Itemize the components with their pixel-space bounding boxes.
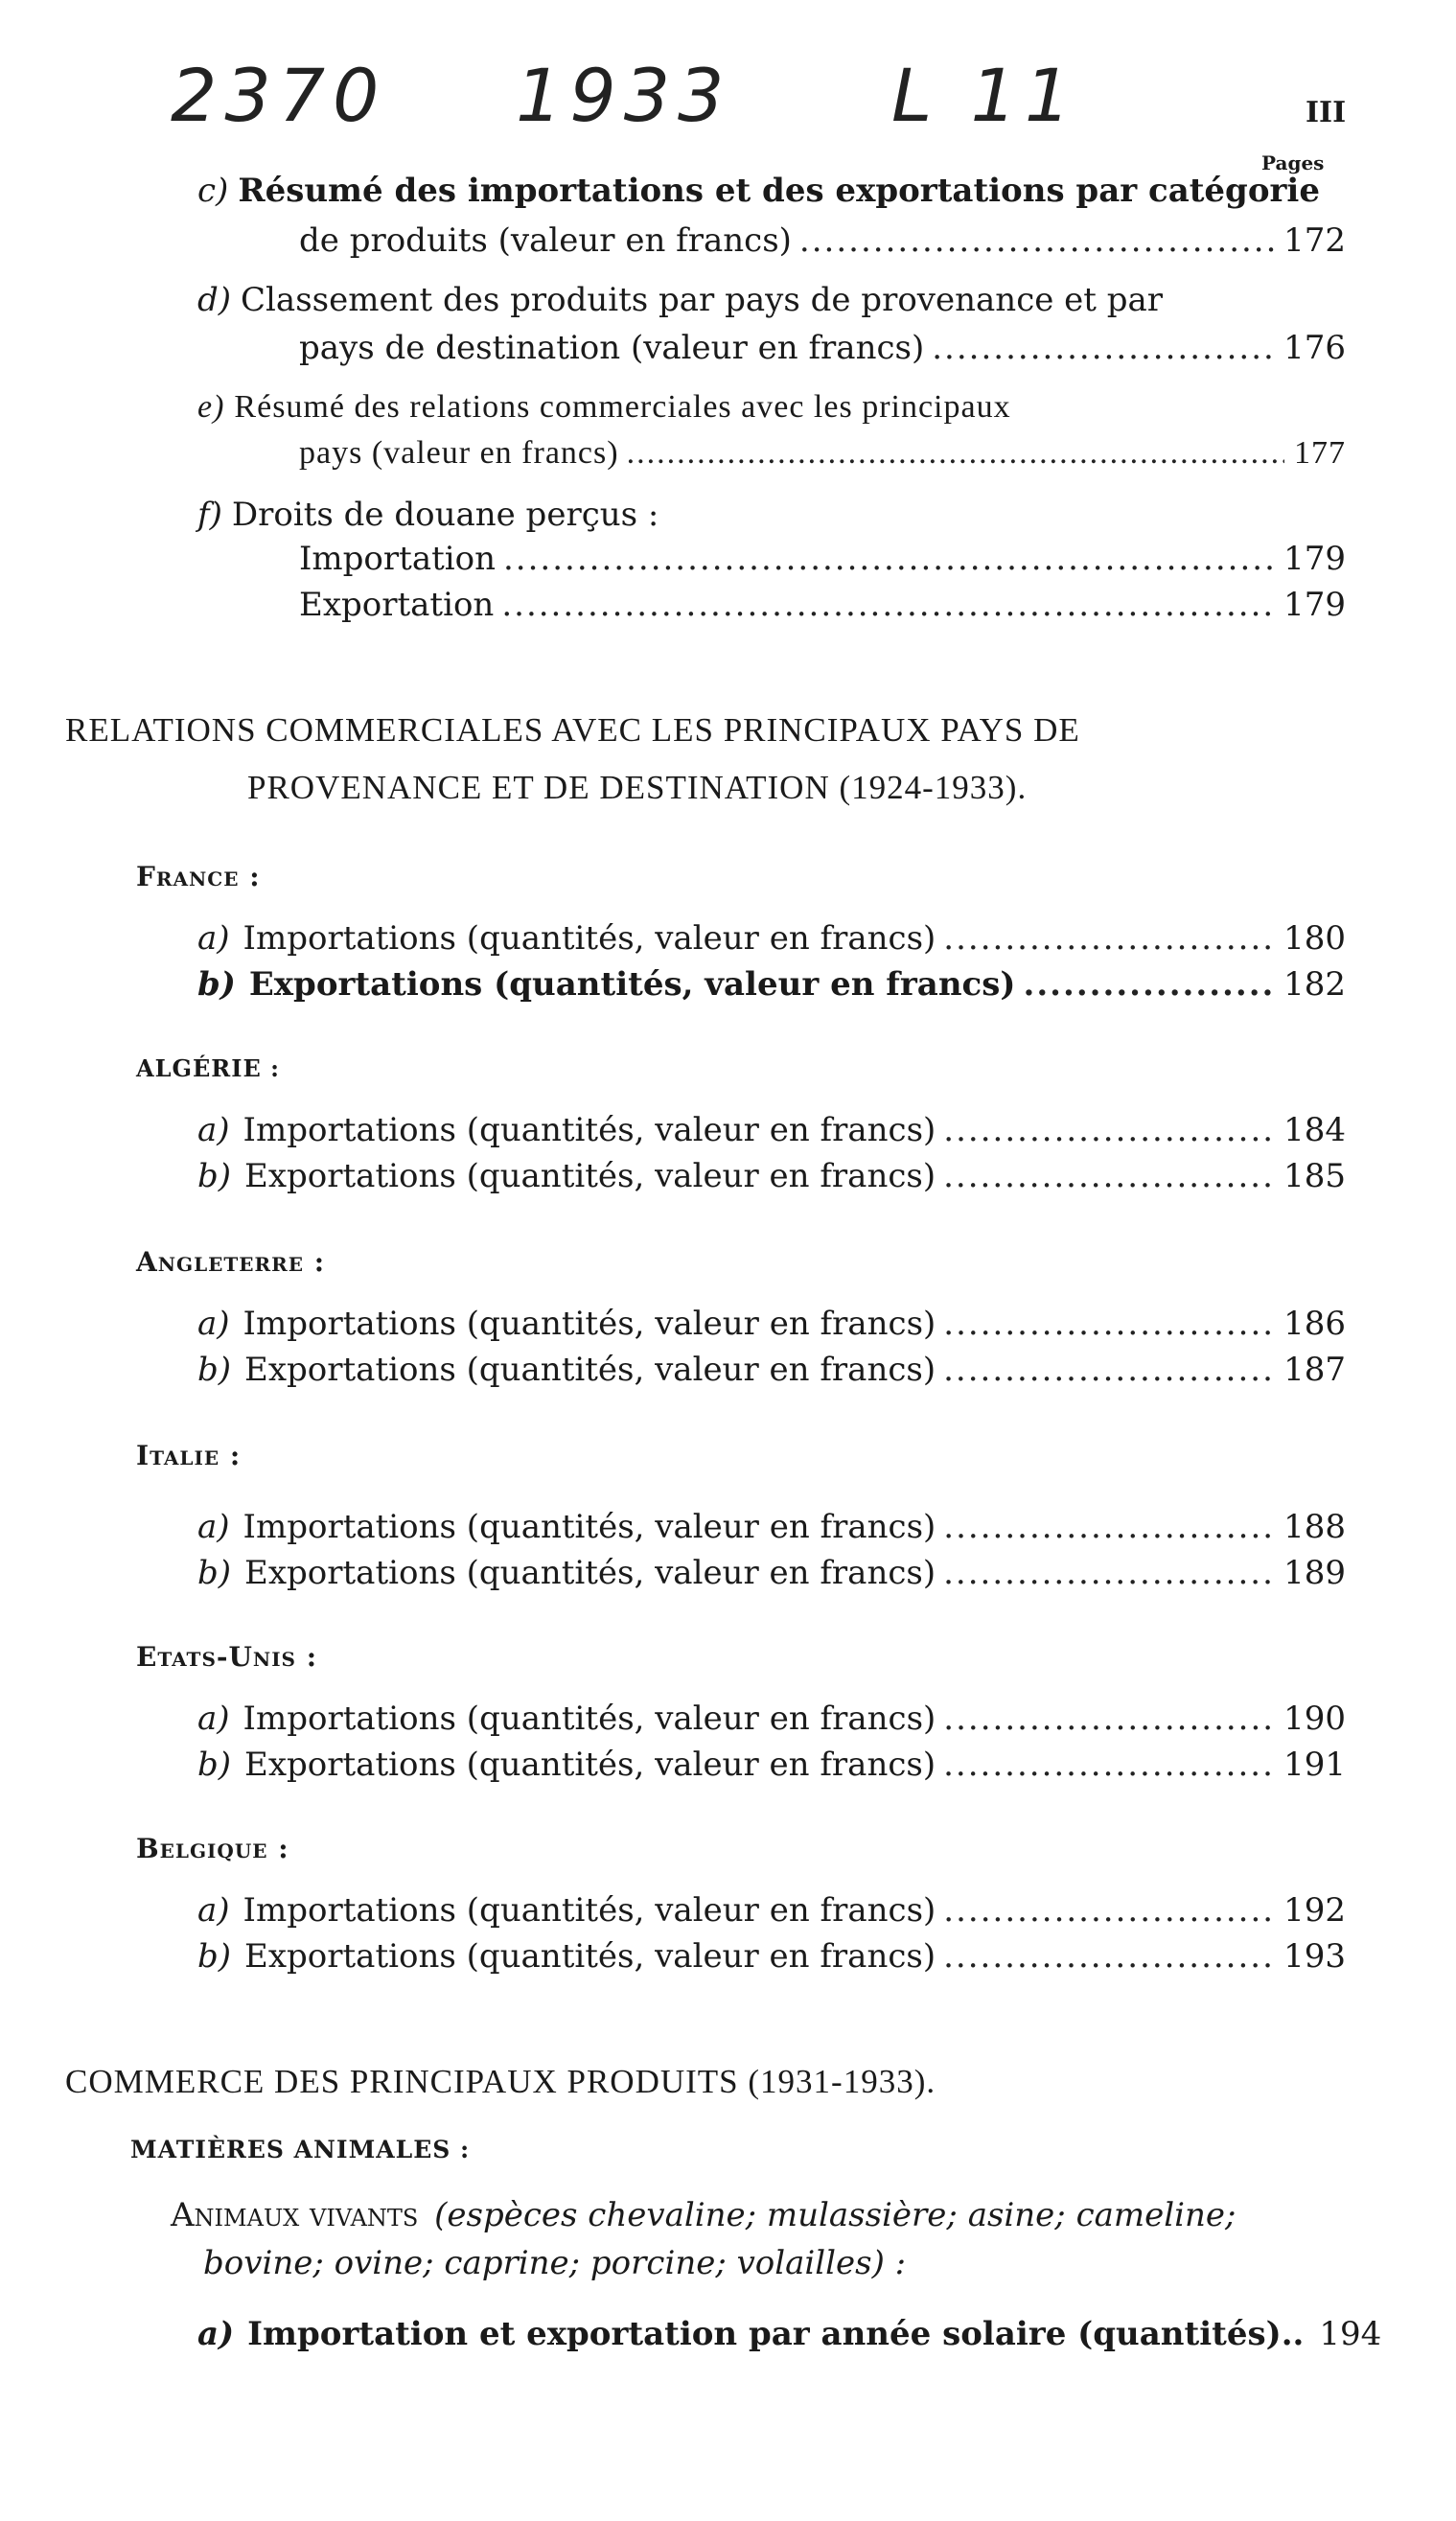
toc-row-angleterre-exports: b) Exportations (quantités, valeur en francs) ..... 187 xyxy=(197,1350,1346,1390)
toc-entry-f-line1: f) Droits de douane perçus : xyxy=(197,496,659,534)
animaux-vivants-line2: bovine; ovine; caprine; porcine; volailles) : xyxy=(203,2244,907,2282)
section-title-commerce: COMMERCE DES PRINCIPAUX PRODUITS (1931-1933). xyxy=(65,2063,936,2100)
toc-row-belgique-imports: a) Importations (quantités, valeur en francs) ..... 192 xyxy=(197,1890,1346,1931)
subheading-matieres-animales: MATIÈRES ANIMALES : xyxy=(130,2136,471,2163)
handwritten-year: 1933 xyxy=(516,53,732,138)
toc-entry-c-line2: de produits (valeur en francs) ..... 172 xyxy=(299,220,1346,261)
section-title-relations-line2: PROVENANCE ET DE DESTINATION (1924-1933). xyxy=(247,769,1028,806)
toc-row-france-imports: a) Importations (quantités, valeur en francs) ..... 180 xyxy=(197,918,1346,959)
toc-entry-d-line2: pays de destination (valeur en francs) ..... 176 xyxy=(299,328,1346,368)
toc-row-animaux-import-export: a) Importation et exportation par année solaire (quantités).. 194 xyxy=(197,2315,1382,2353)
country-heading-france: France : xyxy=(136,861,261,892)
toc-row-belgique-exports: b) Exportations (quantités, valeur en francs) ..... 193 xyxy=(197,1936,1346,1977)
pages-column-label: Pages xyxy=(1261,151,1325,174)
animaux-vivants-line1: Animaux vivants (espèces chevaline; mulassière; asine; cameline; xyxy=(171,2196,1236,2234)
toc-row-france-exports: b) Exportations (quantités, valeur en francs) ..... 182 xyxy=(197,964,1346,1005)
toc-entry-c-line1: c) Résumé des importations et des exportations par catégorie xyxy=(197,172,1320,210)
toc-row-italie-imports: a) Importations (quantités, valeur en francs) ..... 188 xyxy=(197,1507,1346,1547)
country-heading-etats-unis: Etats-Unis : xyxy=(136,1641,318,1673)
handwritten-code: L 11 xyxy=(891,53,1079,138)
toc-entry-f-importation: Importation ..... 179 xyxy=(299,539,1346,579)
country-heading-algerie: ALGÉRIE : xyxy=(136,1054,280,1082)
toc-entry-f-exportation: Exportation ..... 179 xyxy=(299,585,1346,625)
country-heading-italie: Italie : xyxy=(136,1440,242,1471)
toc-row-etats-unis-exports: b) Exportations (quantités, valeur en francs) ..... 191 xyxy=(197,1745,1346,1785)
toc-row-etats-unis-imports: a) Importations (quantités, valeur en francs) ..... 190 xyxy=(197,1699,1346,1739)
country-heading-angleterre: Angleterre : xyxy=(136,1246,326,1278)
handwritten-number: 2370 xyxy=(171,53,387,138)
country-heading-belgique: Belgique : xyxy=(136,1833,289,1864)
section-title-relations-line1: RELATIONS COMMERCIALES AVEC LES PRINCIPAUX PAYS DE xyxy=(65,711,1080,749)
toc-row-angleterre-imports: a) Importations (quantités, valeur en francs) ..... 186 xyxy=(197,1304,1346,1344)
toc-entry-d-line1: d) Classement des produits par pays de provenance et par xyxy=(197,281,1164,319)
toc-entry-e-line1: e) Résumé des relations commerciales avec les principaux xyxy=(197,389,1011,425)
page-number: III xyxy=(1306,96,1347,129)
toc-entry-e-line2: pays (valeur en francs) ..... 177 xyxy=(299,433,1346,474)
toc-row-italie-exports: b) Exportations (quantités, valeur en francs) ..... 189 xyxy=(197,1553,1346,1593)
toc-row-algerie-exports: b) Exportations (quantités, valeur en francs) ..... 185 xyxy=(197,1156,1346,1196)
toc-row-algerie-imports: a) Importations (quantités, valeur en francs) ..... 184 xyxy=(197,1110,1346,1150)
